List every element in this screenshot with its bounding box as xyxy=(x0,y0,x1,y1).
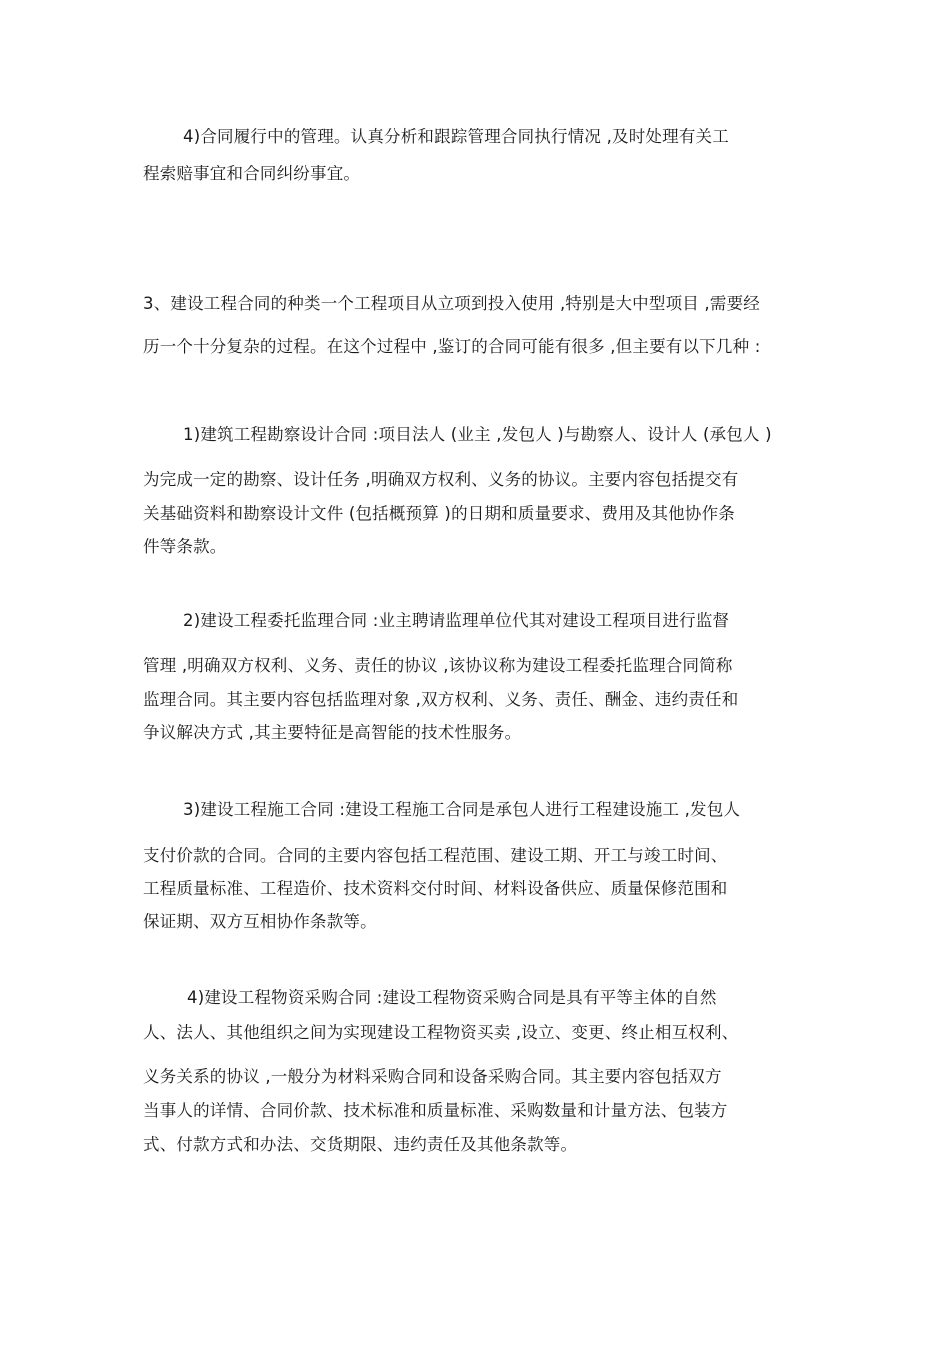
text-line: 程索赔事宜和合同纠纷事宜。 xyxy=(143,164,361,183)
text-line: 1)建筑工程勘察设计合同 :项目法人 (业主 ,发包人 )与勘察人、设计人 (承包人 ) xyxy=(183,425,772,444)
text-line: 4)合同履行中的管理。认真分析和跟踪管理合同执行情况 ,及时处理有关工 xyxy=(183,127,729,146)
text-line: 保证期、双方互相协作条款等。 xyxy=(143,912,377,931)
text-line: 争议解决方式 ,其主要特征是高智能的技术性服务。 xyxy=(143,723,522,742)
text-line: 件等条款。 xyxy=(143,537,227,556)
text-line: 3)建设工程施工合同 :建设工程施工合同是承包人进行工程建设施工 ,发包人 xyxy=(183,800,741,819)
text-line: 2)建设工程委托监理合同 :业主聘请监理单位代其对建设工程项目进行监督 xyxy=(183,611,730,630)
text-line: 人、法人、其他组织之间为实现建设工程物资买卖 ,设立、变更、终止相互权利、 xyxy=(143,1023,739,1042)
text-line: 为完成一定的勘察、设计任务 ,明确双方权利、义务的协议。主要内容包括提交有 xyxy=(143,470,739,489)
text-line: 当事人的详情、合同价款、技术标准和质量标准、采购数量和计量方法、包装方 xyxy=(143,1101,728,1120)
text-line: 3、建设工程合同的种类一个工程项目从立项到投入使用 ,特别是大中型项目 ,需要经 xyxy=(143,294,760,313)
text-line: 管理 ,明确双方权利、义务、责任的协议 ,该协议称为建设工程委托监理合同简称 xyxy=(143,656,733,675)
text-line: 支付价款的合同。合同的主要内容包括工程范围、建设工期、开工与竣工时间、 xyxy=(143,846,728,865)
text-line: 关基础资料和勘察设计文件 (包括概预算 )的日期和质量要求、费用及其他协作条 xyxy=(143,504,735,523)
text-line: 义务关系的协议 ,一般分为材料采购合同和设备采购合同。其主要内容包括双方 xyxy=(143,1067,722,1086)
text-line: 式、付款方式和办法、交货期限、违约责任及其他条款等。 xyxy=(143,1135,578,1154)
text-line: 监理合同。其主要内容包括监理对象 ,双方权利、义务、责任、酬金、违约责任和 xyxy=(143,690,739,709)
text-line: 工程质量标准、工程造价、技术资料交付时间、材料设备供应、质量保修范围和 xyxy=(143,879,728,898)
text-line: 历一个十分复杂的过程。在这个过程中 ,鉴订的合同可能有很多 ,但主要有以下几种 : xyxy=(143,337,761,356)
text-line: 4)建设工程物资采购合同 :建设工程物资采购合同是具有平等主体的自然 xyxy=(187,988,717,1007)
